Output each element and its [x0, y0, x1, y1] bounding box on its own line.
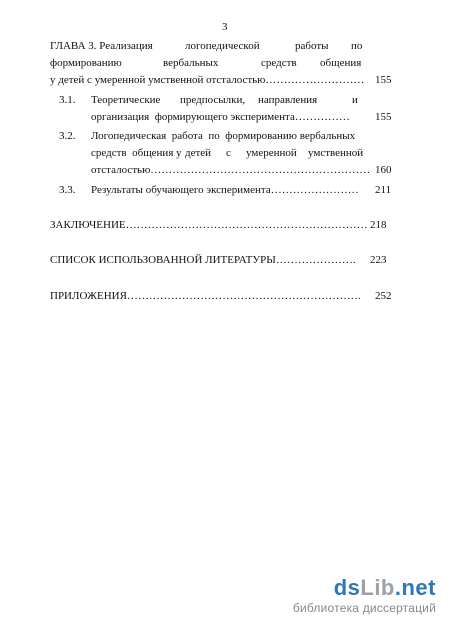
- section-3-2-line3: отсталостью……………………………………………………: [91, 164, 371, 176]
- section-3-2-line2-c: с: [226, 147, 231, 159]
- dslib-watermark: [266, 575, 436, 621]
- section-3-2-line2-d: умеренной: [246, 147, 297, 159]
- section-3-3-page: 211: [375, 184, 392, 196]
- chapter3-page: 155: [375, 74, 392, 86]
- logo-part-lib: Lib: [360, 575, 395, 600]
- chapter3-line2-b: вербальных: [163, 57, 219, 69]
- section-3-1-line1-a: Теоретические: [91, 94, 161, 106]
- appendices-label: ПРИЛОЖЕНИЯ……………………………………………………….: [50, 290, 361, 302]
- conclusion-page: 218: [370, 219, 387, 231]
- references-label: СПИСОК ИСПОЛЬЗОВАННОЙ ЛИТЕРАТУРЫ………………….: [50, 254, 356, 266]
- appendices-page: 252: [375, 290, 392, 302]
- section-3-2-page: 160: [375, 164, 392, 176]
- section-3-3-number: 3.3.: [59, 184, 76, 196]
- section-3-1-number: 3.1.: [59, 94, 76, 106]
- section-3-1-line1-b: предпосылки,: [180, 94, 246, 106]
- chapter3-line2-c: средств: [261, 57, 297, 69]
- section-3-2-line2-b: детей: [185, 147, 212, 159]
- chapter3-line1-c: работы: [295, 40, 329, 52]
- watermark-subtitle: библиотека диссертаций: [292, 601, 436, 615]
- section-3-3-label: Результаты обучающего эксперимента……………………: [91, 184, 359, 196]
- logo-part-ds: ds: [333, 575, 361, 600]
- dslib-logo: [334, 575, 436, 601]
- chapter3-line2-d: общения: [320, 57, 362, 69]
- references-page: 223: [370, 254, 387, 266]
- chapter3-line1-b: логопедической: [185, 40, 260, 52]
- chapter3-line2-a: формированию: [50, 57, 122, 69]
- section-3-2-line2-a: средств общения у: [91, 147, 182, 159]
- logo-part-net: .net: [394, 575, 436, 600]
- conclusion-label: ЗАКЛЮЧЕНИЕ…………………………………………………………: [50, 219, 368, 231]
- chapter3-line1-d: по: [351, 40, 363, 52]
- section-3-1-line1-c: направления: [258, 94, 318, 106]
- chapter3-line3: у детей с умеренной умственной отсталостью………………………: [50, 74, 365, 86]
- section-3-1-line2: организация формирующего эксперимента……………: [91, 111, 350, 123]
- section-3-1-line1-d: и: [352, 94, 358, 106]
- section-3-2-number: 3.2.: [59, 130, 76, 142]
- section-3-2-line1: Логопедическая работа по формированию вербальных: [91, 130, 356, 142]
- section-3-1-page: 155: [375, 111, 392, 123]
- section-3-2-line2-e: умственной: [308, 147, 364, 159]
- chapter3-line1-a: ГЛАВА 3. Реализация: [50, 40, 153, 52]
- page-number: 3: [222, 21, 228, 33]
